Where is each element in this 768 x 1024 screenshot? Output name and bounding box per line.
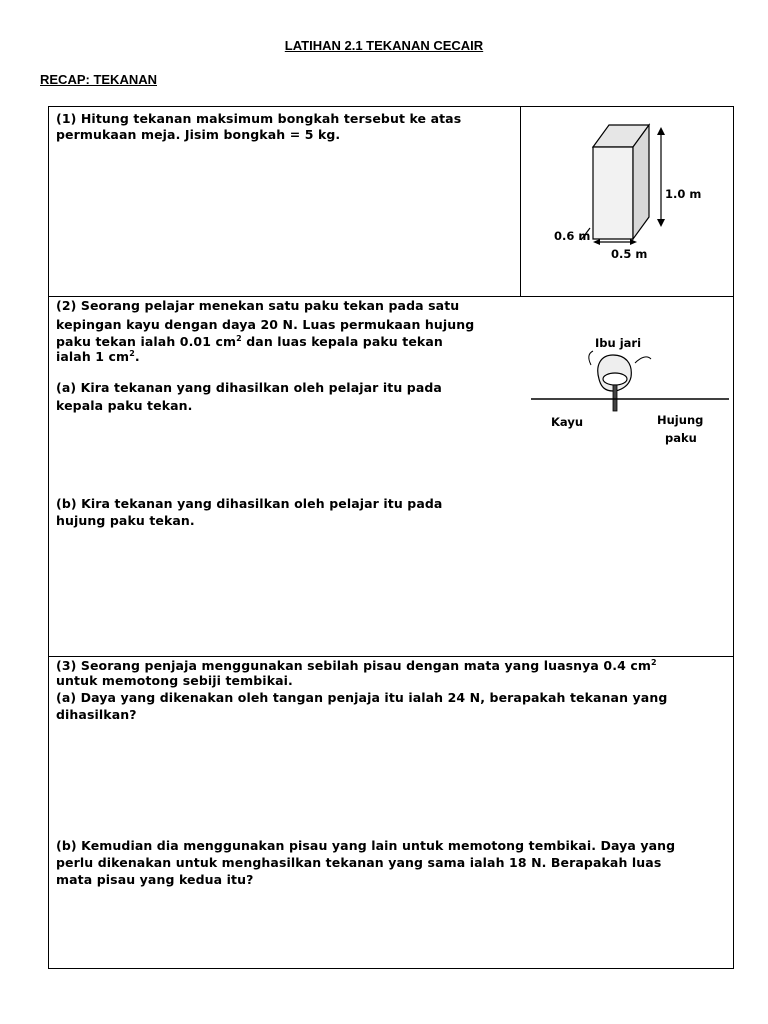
q2-line-4-start: ialah 1 cm [56, 349, 130, 364]
q2-line-4 [56, 349, 140, 364]
exercise-table [48, 106, 734, 969]
page-title: LATIHAN 2.1 TEKANAN CECAIR [284, 38, 484, 53]
q3-line-1-start: (3) Seorang penjaja menggunakan sebilah pisau dengan mata yang luasnya 0.4 cm [56, 658, 651, 673]
q3-line-1-superscript: 2 [650, 657, 657, 667]
q2-line-1: (2) Seorang pelajar menekan satu paku tekan pada satu [56, 298, 460, 313]
finger-label: Ibu jari [595, 336, 642, 350]
tip-label-2: paku [665, 431, 697, 445]
height-arrow-head-bottom [657, 219, 665, 227]
tack-pin [613, 385, 617, 411]
block-front-face [593, 147, 633, 239]
q2-line-4-superscript: 2 [129, 348, 135, 358]
q2-line-3-end: dan luas kepala paku tekan [241, 334, 443, 349]
q3b-line-2: perlu dikenakan untuk menghasilkan tekanan yang sama ialah 18 N. Berapakah luas [56, 855, 662, 870]
q2a-line-2: kepala paku tekan. [56, 398, 193, 413]
q3b-line-3: mata pisau yang kedua itu? [56, 872, 254, 887]
q2-line-3 [56, 334, 443, 349]
tip-label-1: Hujung [657, 413, 704, 427]
block-diagram [521, 107, 733, 295]
tack-head [603, 373, 627, 385]
q3b-line-1: (b) Kemudian dia menggunakan pisau yang lain untuk memotong tembikai. Daya yang [56, 838, 676, 853]
q3-line-1 [56, 658, 657, 673]
depth-label: 0.6 m [554, 229, 591, 243]
width-label: 0.5 m [611, 247, 648, 261]
q2a-line-1: (a) Kira tekanan yang dihasilkan oleh pelajar itu pada [56, 380, 442, 395]
row-divider-2 [49, 656, 733, 657]
q2-line-3-start: paku tekan ialah 0.01 cm [56, 334, 237, 349]
q1-line-2: permukaan meja. Jisim bongkah = 5 kg. [56, 127, 341, 142]
section-heading: RECAP: TEKANAN [40, 72, 157, 87]
width-arrow-head-left [593, 239, 600, 245]
q3-line-2: untuk memotong sebiji tembikai. [56, 673, 293, 688]
height-label: 1.0 m [665, 187, 702, 201]
q3a-line-1: (a) Daya yang dikenakan oleh tangan penjaja itu ialah 24 N, berapakah tekanan yang [56, 690, 668, 705]
q2-line-3-superscript: 2 [236, 333, 242, 343]
finger-stroke-1 [635, 357, 651, 363]
thumbtack-diagram [529, 325, 733, 455]
q2-line-2: kepingan kayu dengan daya 20 N. Luas permukaan hujung [56, 317, 475, 332]
width-arrow-head-right [630, 239, 637, 245]
q2b-line-2: hujung paku tekan. [56, 513, 195, 528]
q1-line-1: (1) Hitung tekanan maksimum bongkah tersebut ke atas [56, 111, 462, 126]
row-divider-1 [49, 296, 733, 297]
q2-line-4-end: . [134, 349, 140, 364]
finger-stroke-2 [589, 351, 593, 365]
q2b-line-1: (b) Kira tekanan yang dihasilkan oleh pelajar itu pada [56, 496, 443, 511]
wood-label: Kayu [551, 415, 584, 429]
q3a-line-2: dihasilkan? [56, 707, 137, 722]
height-arrow-head-top [657, 127, 665, 135]
